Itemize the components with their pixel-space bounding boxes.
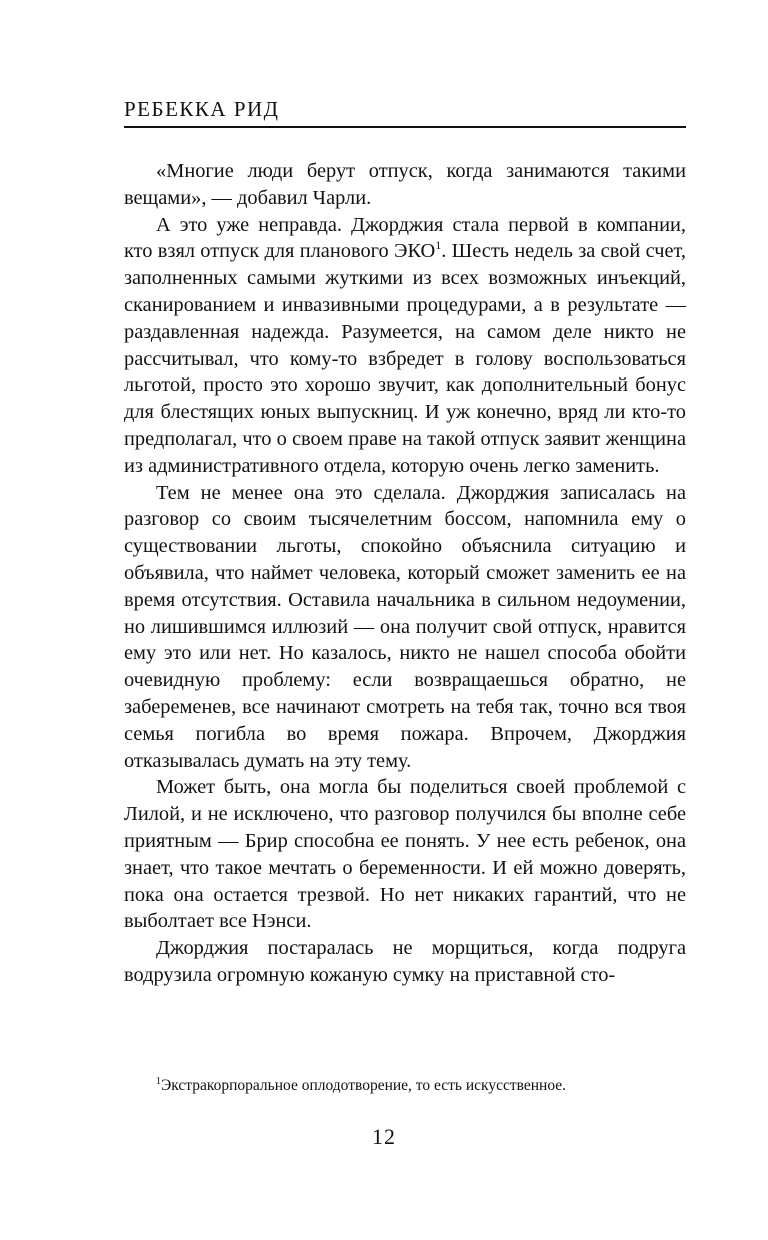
footnote-text: Экстракорпоральное оплодотворение, то есть искусственное. [161, 1077, 567, 1094]
paragraph [124, 935, 686, 989]
running-title: РЕБЕККА РИД [124, 97, 280, 121]
paragraph-text: Тем не менее она это сделала. Джорджия записалась на разговор со своим тысячелетним боссом, напомнила ему о существовании льготы, спокойно объяснила ситуацию и объявила, что наймет человека, который сможет заменить ее на время отсутствия. Оставила начальника в сильном недоумении, но лишившимся иллюзий — она получит свой отпуск, нравится ему это или нет. Но казалось, никто не нашел способа обойти очевидную проблему: если возвращаешься обратно, не забеременев, все начинают смотреть на тебя так, точно вся твоя семья погибла во время пожара. Впрочем, Джорджия отказывалась думать на эту тему. [124, 481, 686, 772]
paragraph-text: А это уже неправда. Джорджия стала первой в компании, кто взял отпуск для планового ЭКО [124, 213, 686, 263]
paragraph-text: Джорджия постаралась не морщиться, когда подруга водрузила огромную кожаную сумку на приставной сто- [124, 937, 686, 986]
paragraph [124, 774, 686, 935]
body-text [124, 158, 686, 989]
paragraph-text: Может быть, она могла бы поделиться своей проблемой с Лилой, и не исключено, что разговор получился бы вполне себе приятным — Брир способна ее понять. У нее есть ребенок, она знает, что такое мечтать о беременности. И ей можно доверять, пока она остается трезвой. Но нет никаких гарантий, что не выболтает все Нэнси. [124, 776, 686, 933]
running-header [124, 96, 686, 128]
paragraph [124, 480, 686, 775]
page-number: 12 [372, 1124, 396, 1149]
paragraph: А это уже неправда. Джорджия стала первой в компании, кто взял отпуск для планового ЭКО$^1$. Шесть недель за свой счет, заполненных самыми жуткими из всех возможных инъекций, сканированием и инвазивными процедурами, а в результате — раздавленная надежда. Разумеется, на самом деле никто не рассчитывал, что кому-то взбредет в голову воспользоваться льготой, просто это хорошо звучит, как дополнительный бонус для блестящих юных выпускниц. И уж конечно, вряд ли кто-то предполагал, что о своем праве на такой отпуск заявит женщина из административного отдела, которую очень легко заменить. [124, 213, 686, 477]
paragraph-text: Шесть недель за свой счет, заполненных самыми жуткими из всех возможных инъекций, сканированием и инвазивными процедурами, а в результате — раздавленная надежда. Разумеется, на самом деле никто не рассчитывал, что кому-то взбредет в голову воспользоваться льготой, просто это хорошо звучит, как дополнительный бонус для блестящих юных выпускниц. И уж конечно, вряд ли кто-то предполагал, что о своем праве на такой отпуск заявит женщина из административного отдела, которую очень легко заменить. [124, 240, 686, 477]
footnote-reference: 1 [435, 238, 442, 253]
footnote-marker: 1 [156, 1075, 161, 1087]
footnote [124, 1076, 686, 1096]
paragraph [124, 158, 686, 212]
paragraph-text: «Многие люди берут отпуск, когда занимаются такими вещами», — добавил Чарли. [124, 160, 686, 209]
